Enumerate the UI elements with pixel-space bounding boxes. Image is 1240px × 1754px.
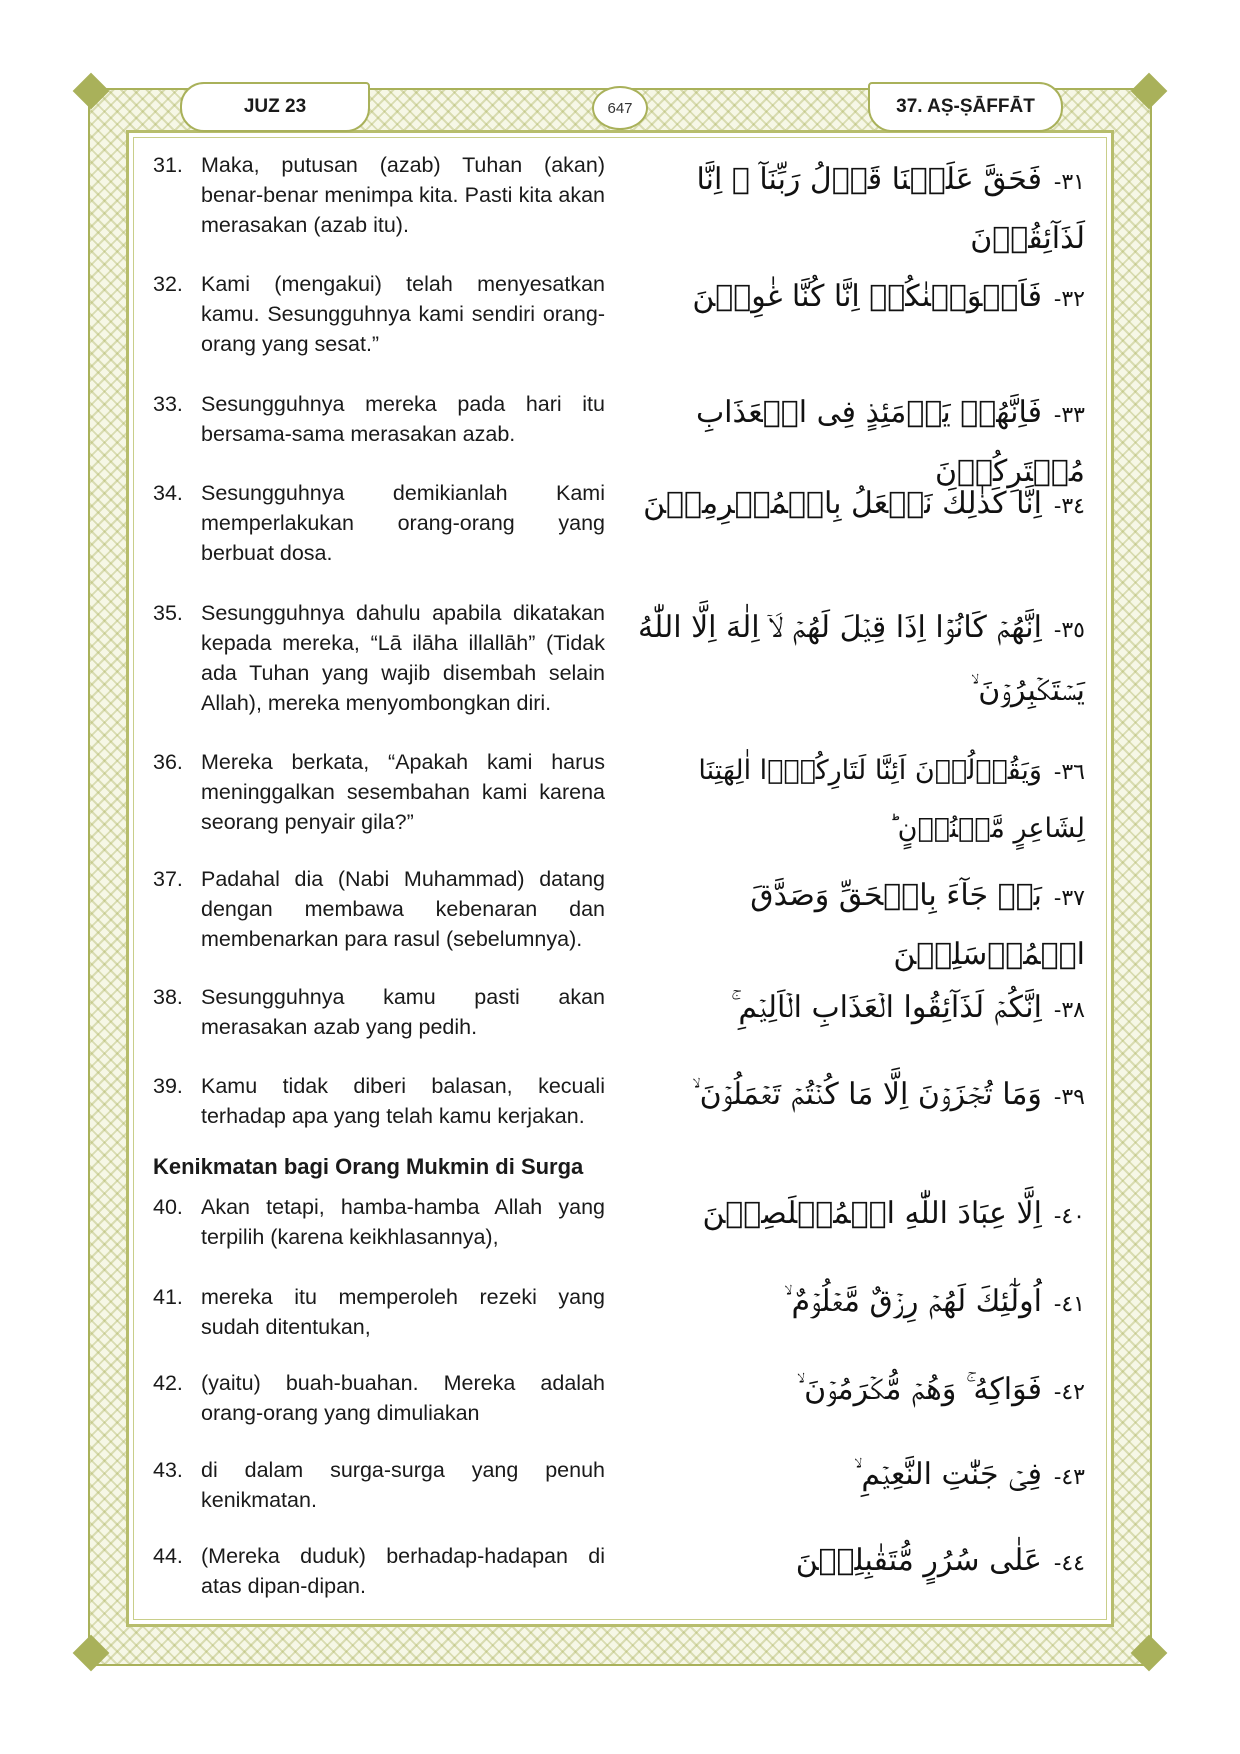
arabic-verse — [620, 1447, 1085, 1506]
verse-translation: Maka, putusan (azab) Tuhan (akan) benar-benar menimpa kita. Pasti kita akan merasakan (azab itu). — [201, 153, 605, 237]
verse-translation: Sesungguhnya kamu pasti akan merasakan azab yang pedih. — [201, 985, 605, 1039]
arabic-verse — [620, 598, 1085, 721]
arabic-text: فَاِنَّهُمۡ يَوۡمَئِذٍ فِى الۡعَذَابِ مُشۡتَرِكُوۡنَ — [695, 395, 1085, 489]
arabic-text: بَلۡ جَآءَ بِالۡحَقِّ وَصَدَّقَ الۡمُرۡسَلِيۡنَ — [750, 878, 1085, 972]
arabic-verse-number: ٤٢- — [1053, 1380, 1085, 1405]
verse-translation: Padahal dia (Nabi Muhammad) datang dengan membawa kebenaran dan membenarkan para rasul (sebelumnya). — [201, 867, 605, 951]
arabic-text: فَوَاكِهُ ۚ وَهُمۡ مُّكۡرَمُوۡنَ ۙ — [796, 1372, 1042, 1407]
translation — [150, 747, 605, 837]
arabic-verse-number: ٣٧- — [1053, 886, 1085, 911]
verse-number: 36. — [153, 750, 183, 774]
arabic-verse-number: ٣٥- — [1053, 618, 1085, 643]
arabic-text: عَلٰى سُرُرٍ مُّتَقٰبِلِيۡنَ — [795, 1543, 1042, 1578]
arabic-verse — [620, 1274, 1085, 1333]
translation — [150, 1368, 605, 1428]
arabic-text: اِنَّكُمۡ لَذَآئِقُوا الۡعَذَابِ الۡاَلِيۡمِ ۚ — [730, 990, 1042, 1025]
arabic-verse-number: ٣٣- — [1053, 403, 1085, 428]
arabic-text: اِلَّا عِبَادَ اللّٰهِ الۡمُخۡلَصِيۡنَ — [702, 1196, 1042, 1231]
verse-number: 33. — [153, 392, 183, 416]
verse-number: 42. — [153, 1371, 183, 1395]
verse-number: 41. — [153, 1285, 183, 1309]
arabic-text: فَحَقَّ عَلَيۡنَا قَوۡلُ رَبِّنَآ ۖ اِنَّا لَذَآئِقُوۡنَ — [696, 162, 1085, 256]
arabic-verse — [620, 476, 1085, 535]
translation — [150, 1282, 605, 1342]
verse-translation: di dalam surga-surga yang penuh kenikmatan. — [201, 1458, 605, 1512]
arabic-verse-number: ٤٣- — [1053, 1465, 1085, 1490]
translation — [150, 389, 605, 449]
arabic-verse — [620, 868, 1085, 983]
arabic-verse — [620, 152, 1085, 267]
page-number: 647 — [592, 86, 648, 130]
translation — [150, 150, 605, 240]
verse-translation: Kamu tidak diberi balasan, kecuali terhadap apa yang telah kamu kerjakan. — [201, 1074, 605, 1128]
translation — [150, 269, 605, 359]
arabic-verse-number: ٤٠- — [1053, 1204, 1085, 1229]
verse-number: 43. — [153, 1458, 183, 1482]
arabic-verse-number: ٣١- — [1053, 170, 1085, 195]
arabic-text: اِنَّا كَذٰلِكَ نَفۡعَلُ بِالۡمُجۡرِمِيۡنَ — [643, 486, 1042, 521]
arabic-text: وَيَقُوۡلُوۡنَ اَئِنَّا لَتَارِكُوۡۤا اٰلِهَتِنَا لِشَاعِرٍ مَّجۡنُوۡنٍ ؕ — [698, 755, 1085, 844]
verse-translation: Sesungguhnya demikianlah Kami memperlakukan orang-orang yang berbuat dosa. — [201, 481, 605, 565]
arabic-verse-number: ٣٨- — [1053, 998, 1085, 1023]
verse-number: 32. — [153, 272, 183, 296]
verse-translation: mereka itu memperoleh rezeki yang sudah ditentukan, — [201, 1285, 605, 1339]
translation — [150, 1192, 605, 1252]
arabic-verse — [620, 1067, 1085, 1126]
verse-translation: Sesungguhnya dahulu apabila dikatakan kepada mereka, “Lā ilāha illallāh” (Tidak ada Tuhan yang wajib disembah selain Allah), mereka menyombongkan diri. — [201, 601, 605, 715]
arabic-text: اِنَّهُمۡ كَانُوۡۤا اِذَا قِيۡلَ لَهُمۡ لَاۤ اِلٰهَ اِلَّا اللّٰهُ يَسۡتَكۡبِرُوۡنَ ۙ — [638, 610, 1085, 708]
verse-number: 39. — [153, 1074, 183, 1098]
arabic-verse-number: ٣٦- — [1053, 760, 1085, 785]
arabic-verse — [620, 1533, 1085, 1592]
verse-number: 35. — [153, 601, 183, 625]
translation — [150, 982, 605, 1042]
arabic-text: فِىۡ جَنّٰتِ النَّعِيۡمِ ۙ — [853, 1457, 1042, 1492]
verse-number: 31. — [153, 153, 183, 177]
translation — [150, 1541, 605, 1601]
translation — [150, 864, 605, 954]
verse-number: 44. — [153, 1544, 183, 1568]
verse-translation: Kami (mengakui) telah menyesatkan kamu. Sesungguhnya kami sendiri orang-orang yang sesat.” — [201, 272, 605, 356]
arabic-verse — [620, 1186, 1085, 1245]
verse-translation: Mereka berkata, “Apakah kami harus meninggalkan sesembahan kami karena seorang penyair gila?” — [201, 750, 605, 834]
arabic-text: وَمَا تُجۡزَوۡنَ اِلَّا مَا كُنۡتُمۡ تَعۡمَلُوۡنَ ۙ — [692, 1077, 1042, 1112]
arabic-verse — [620, 1362, 1085, 1421]
verse-number: 37. — [153, 867, 183, 891]
verse-translation: Akan tetapi, hamba-hamba Allah yang terpilih (karena keikhlasannya), — [201, 1195, 605, 1249]
juz-label: JUZ 23 — [180, 82, 370, 132]
translation — [150, 478, 605, 568]
verse-number: 40. — [153, 1195, 183, 1219]
arabic-verse — [620, 269, 1085, 328]
arabic-verse-number: ٣٩- — [1053, 1085, 1085, 1110]
verse-translation: (yaitu) buah-buahan. Mereka adalah orang-orang yang dimuliakan — [201, 1371, 605, 1425]
arabic-verse-number: ٤١- — [1053, 1292, 1085, 1317]
surah-label: 37. AṢ-ṢĀFFĀT — [868, 82, 1063, 132]
arabic-text: اُولٰٓئِكَ لَهُمۡ رِزۡقٌ مَّعۡلُوۡمٌ ۙ — [783, 1284, 1042, 1319]
verse-translation: (Mereka duduk) berhadap-hadapan di atas dipan-dipan. — [201, 1544, 605, 1598]
section-heading: Kenikmatan bagi Orang Mukmin di Surga — [153, 1154, 584, 1179]
arabic-verse — [620, 980, 1085, 1039]
translation — [150, 1071, 605, 1131]
arabic-verse-number: ٤٤- — [1053, 1551, 1085, 1576]
arabic-verse-number: ٣٤- — [1053, 494, 1085, 519]
verse-number: 38. — [153, 985, 183, 1009]
verse-number: 34. — [153, 481, 183, 505]
translation — [150, 598, 605, 718]
translation — [150, 1455, 605, 1515]
arabic-text: فَاَغۡوَيۡنٰكُمۡ اِنَّا كُنَّا غٰوِيۡنَ — [692, 279, 1042, 314]
arabic-verse — [620, 743, 1085, 857]
arabic-verse-number: ٣٢- — [1053, 287, 1085, 312]
verse-translation: Sesungguhnya mereka pada hari itu bersama-sama merasakan azab. — [201, 392, 605, 446]
